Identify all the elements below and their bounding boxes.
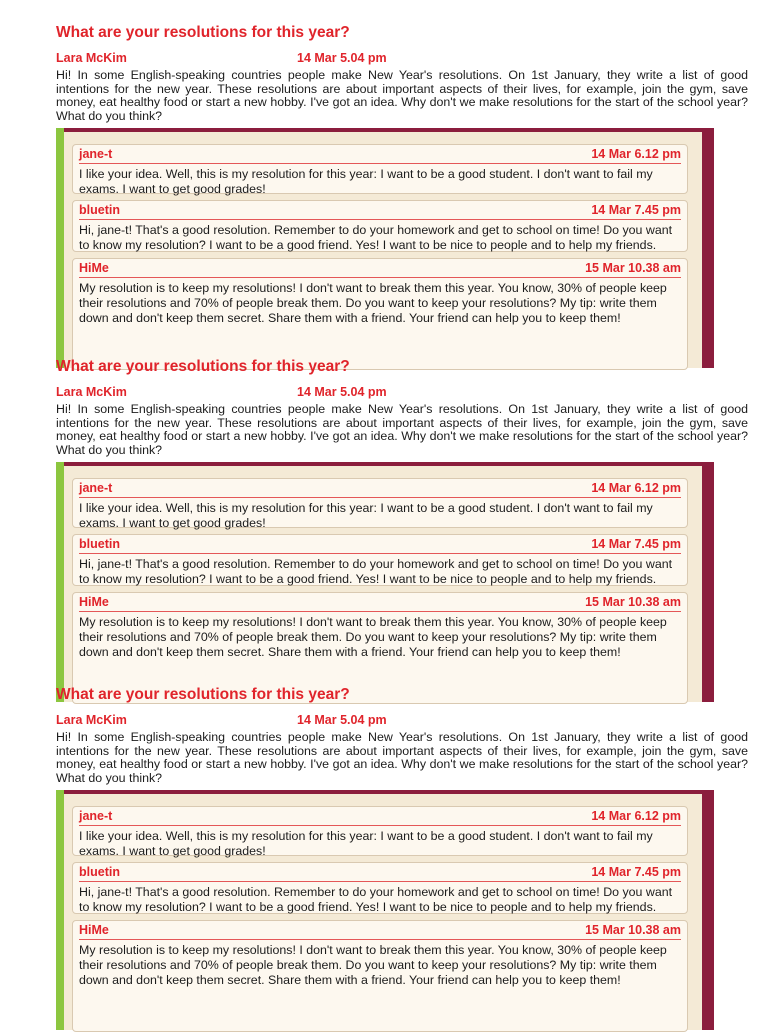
post-body: Hi! In some English-speaking countries people make New Year's resolutions. On 1st January, they write a list of good intentions for the new year. These resolutions are about important aspects of their lives, for example, join the gym, save money, eat healthy food or start a new hobby. I've got an idea. Why don't we make resolutions for the start of the school year? What do you think?: [56, 68, 748, 123]
reply-body: I like your idea. Well, this is my resolution for this year: I want to be a good student. I don't want to fail my exams. I want to get good grades!: [79, 501, 653, 530]
panel-accent-bar: [56, 128, 64, 368]
post-timestamp: 14 Mar 5.04 pm: [297, 713, 387, 727]
reply-body: Hi, jane-t! That's a good resolution. Remember to do your homework and get to school on time! Do you want to know my resolution? I want to be a good friend. Yes! I want to be nice to people and to help my friends.: [79, 557, 673, 586]
reply-card: [72, 806, 688, 856]
reply-body: I like your idea. Well, this is my resolution for this year: I want to be a good student. I don't want to fail my exams. I want to get good grades!: [79, 167, 653, 196]
reply-author[interactable]: bluetin: [79, 537, 120, 551]
reply-header: [79, 145, 681, 164]
reply-header: [79, 921, 681, 940]
reply-timestamp: 14 Mar 6.12 pm: [591, 147, 681, 161]
reply-header: [79, 259, 681, 278]
reply-header: [79, 593, 681, 612]
reply-card: [72, 200, 688, 252]
replies-panel: [56, 462, 714, 702]
reply-author[interactable]: bluetin: [79, 203, 120, 217]
reply-header: [79, 535, 681, 554]
reply-author[interactable]: jane-t: [79, 809, 113, 823]
reply-header: [79, 201, 681, 220]
thread-title: What are your resolutions for this year?: [56, 24, 350, 41]
reply-body: My resolution is to keep my resolutions! I don't want to break them this year. You know, 30% of people keep their resolutions and 70% of people break them. Do you want to keep your resolutions? My tip: write them down and don't keep them secret. Share them with a friend. Your friend can help you to keep them!: [79, 943, 667, 987]
post-body: Hi! In some English-speaking countries people make New Year's resolutions. On 1st January, they write a list of good intentions for the new year. These resolutions are about important aspects of their lives, for example, join the gym, save money, eat healthy food or start a new hobby. I've got an idea. Why don't we make resolutions for the start of the school year? What do you think?: [56, 402, 748, 457]
reply-author[interactable]: HiMe: [79, 923, 109, 937]
reply-header: [79, 479, 681, 498]
reply-timestamp: 14 Mar 6.12 pm: [591, 481, 681, 495]
reply-body: My resolution is to keep my resolutions! I don't want to break them this year. You know, 30% of people keep their resolutions and 70% of people break them. Do you want to keep your resolutions? My tip: write them down and don't keep them secret. Share them with a friend. Your friend can help you to keep them!: [79, 615, 667, 659]
reply-card: [72, 478, 688, 528]
reply-body: My resolution is to keep my resolutions! I don't want to break them this year. You know, 30% of people keep their resolutions and 70% of people break them. Do you want to keep your resolutions? My tip: write them down and don't keep them secret. Share them with a friend. Your friend can help you to keep them!: [79, 281, 667, 325]
post-author[interactable]: Lara McKim: [56, 51, 127, 65]
reply-timestamp: 14 Mar 6.12 pm: [591, 809, 681, 823]
reply-body: Hi, jane-t! That's a good resolution. Remember to do your homework and get to school on time! Do you want to know my resolution? I want to be a good friend. Yes! I want to be nice to people and to help my friends.: [79, 885, 673, 914]
post-timestamp: 14 Mar 5.04 pm: [297, 51, 387, 65]
reply-timestamp: 15 Mar 10.38 am: [585, 923, 681, 937]
reply-author[interactable]: jane-t: [79, 147, 113, 161]
post-author[interactable]: Lara McKim: [56, 713, 127, 727]
reply-timestamp: 14 Mar 7.45 pm: [591, 203, 681, 217]
reply-author[interactable]: HiMe: [79, 595, 109, 609]
thread-title: What are your resolutions for this year?: [56, 358, 350, 375]
reply-author[interactable]: HiMe: [79, 261, 109, 275]
post-timestamp: 14 Mar 5.04 pm: [297, 385, 387, 399]
reply-body: Hi, jane-t! That's a good resolution. Remember to do your homework and get to school on time! Do you want to know my resolution? I want to be a good friend. Yes! I want to be nice to people and to help my friends.: [79, 223, 673, 252]
panel-accent-bar: [56, 462, 64, 702]
reply-body: I like your idea. Well, this is my resolution for this year: I want to be a good student. I don't want to fail my exams. I want to get good grades!: [79, 829, 653, 858]
reply-timestamp: 15 Mar 10.38 am: [585, 261, 681, 275]
replies-panel: [56, 128, 714, 368]
reply-header: [79, 863, 681, 882]
reply-card: [72, 144, 688, 194]
panel-accent-bar: [56, 790, 64, 1030]
reply-author[interactable]: jane-t: [79, 481, 113, 495]
reply-card: [72, 534, 688, 586]
replies-panel: [56, 790, 714, 1030]
reply-timestamp: 15 Mar 10.38 am: [585, 595, 681, 609]
reply-author[interactable]: bluetin: [79, 865, 120, 879]
reply-card: [72, 920, 688, 1032]
reply-timestamp: 14 Mar 7.45 pm: [591, 865, 681, 879]
thread-title: What are your resolutions for this year?: [56, 686, 350, 703]
reply-card: [72, 258, 688, 370]
reply-timestamp: 14 Mar 7.45 pm: [591, 537, 681, 551]
reply-header: [79, 807, 681, 826]
reply-card: [72, 862, 688, 914]
post-body: Hi! In some English-speaking countries people make New Year's resolutions. On 1st January, they write a list of good intentions for the new year. These resolutions are about important aspects of their lives, for example, join the gym, save money, eat healthy food or start a new hobby. I've got an idea. Why don't we make resolutions for the start of the school year? What do you think?: [56, 730, 748, 785]
post-author[interactable]: Lara McKim: [56, 385, 127, 399]
